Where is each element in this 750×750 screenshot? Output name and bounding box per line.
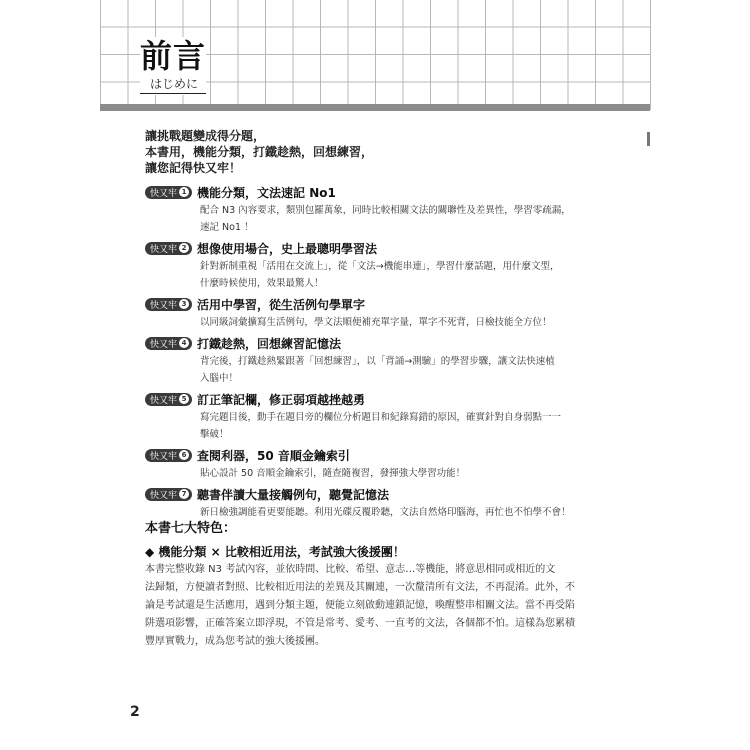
intro-block (145, 128, 373, 176)
badge-number-icon: 1 (179, 187, 189, 197)
feature-badge: 快又牢 5 (145, 393, 192, 406)
feature-item (145, 390, 615, 443)
header-underline-bar (100, 104, 650, 111)
section-heading: 本書七大特色： (145, 521, 237, 536)
feature-description: 背完後，打鐵趁熱緊跟著「回想練習」，以「背誦→測驗」的學習步驟，讓文法快速植 入腦中！ (200, 356, 555, 384)
feature-item (145, 183, 615, 236)
feature-badge: 快又牢 7 (145, 488, 192, 501)
page-number: 2 (130, 704, 140, 720)
feature-title: 打鐵趁熱，回想練習記憶法 (197, 336, 342, 351)
badge-number-icon: 5 (179, 394, 189, 404)
feature-item (145, 295, 615, 331)
feature-item (145, 446, 615, 482)
badge-number-icon: 4 (179, 338, 189, 348)
feature-description: 配合 N3 內容要求，類別包羅萬象，同時比較相關文法的關聯性及差異性，學習零疏漏， 速記 No1 ！ (200, 205, 571, 233)
feature-badge: 快又牢 3 (145, 298, 192, 311)
feature-description: 針對新制重視「活用在交流上」，從「文法→機能串連」，學習什麼話題，用什麼文型， 什麼時候使用，效果最驚人！ (200, 261, 560, 289)
feature-title: 想像使用場合，史上最聰明學習法 (197, 241, 378, 256)
badge-number-icon: 3 (179, 299, 189, 309)
badge-number-icon: 6 (179, 450, 189, 460)
feature-item (145, 485, 615, 521)
feature-title: 訂正筆記欄，修正弱項越挫越勇 (197, 392, 366, 407)
body-paragraph: 本書完整收錄 N3 考試內容，並依時間、比較、希望、意志…等機能，將意思相同或相近的文 法歸類，方便讀者對照、比較相近用法的差異及其關連，一次釐清所有文法，不再混淆。此外，不 論是考試還是生活應用，遇到分類主題，便能立刻啟動連鎖記憶，喚醒整串相關文法。當不再受陷 阱選項影響，正確答案立即浮現，不管是常考、愛考、一直考的文法，各個都不怕。這樣為您累積 豐厚實戰力，成為您考試的強大後援團。 (145, 564, 575, 647)
feature-item (145, 334, 615, 387)
badge-number-icon: 2 (179, 243, 189, 253)
feature-badge: 快又牢 2 (145, 242, 192, 255)
feature-description: 新日檢強調能看更要能聽。利用光碟反覆聆聽，文法自然烙印腦海，再忙也不怕學不會！ (200, 507, 571, 518)
section-subheading: ◆ 機能分類 × 比較相近用法，考試強大後援團！ (145, 545, 405, 559)
intro-line: 讓挑戰題變成得分題， (145, 129, 266, 143)
page-subtitle: はじめに (140, 76, 206, 94)
feature-badge: 快又牢 6 (145, 449, 192, 462)
page-title: 前言 (140, 37, 207, 75)
intro-line: 本書用，機能分類，打鐵趁熱，回想練習， (145, 145, 374, 159)
badge-number-icon: 7 (179, 489, 189, 499)
page-edge-marker (647, 132, 650, 146)
feature-list (145, 183, 615, 524)
feature-title: 聽書伴讀大量接觸例句，聽覺記憶法 (197, 487, 390, 502)
feature-badge: 快又牢 1 (145, 186, 192, 199)
feature-title: 活用中學習，從生活例句學單字 (197, 297, 366, 312)
feature-item (145, 239, 615, 292)
intro-line: 讓您記得快又牢！ (145, 161, 242, 175)
feature-description: 寫完題目後，動手在題目旁的欄位分析題目和紀錄寫錯的原因，確實針對自身弱點一一 擊破！ (200, 412, 562, 440)
feature-title: 查閱利器，50 音順金鑰索引 (197, 448, 350, 463)
feature-description: 以同級詞彙擴寫生活例句，學文法順便補充單字量，單字不死背，日檢技能全方位！ (200, 317, 552, 328)
feature-description: 貼心設計 50 音順金鑰索引，隨查隨複習，發揮強大學習功能！ (200, 468, 466, 479)
feature-badge: 快又牢 4 (145, 337, 192, 350)
feature-title: 機能分類，文法速記 No1 (197, 185, 336, 200)
